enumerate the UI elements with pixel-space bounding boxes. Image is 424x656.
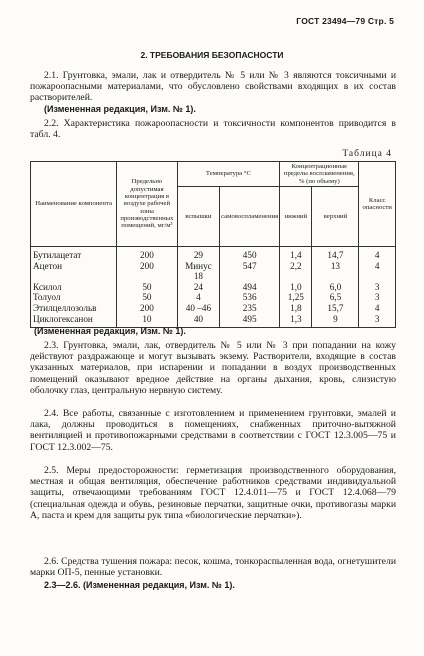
hazard-table [30,161,396,328]
paragraph-2-2: 2.2. Характеристика пожароопасности и токсичности компонентов приводится в табл. 4. [30,118,396,141]
cell-hazard: 4 [359,261,396,282]
cell-upper: 14,7 [312,247,359,261]
cell-lower: 2,2 [280,261,312,282]
cell-name: Этилцеллозольв [31,303,117,314]
section-title: 2. ТРЕБОВАНИЯ БЕЗОПАСНОСТИ [140,50,284,60]
col-header-upper: верхний [312,186,359,246]
cell-lower: 1,25 [280,292,312,303]
cell-upper: 6,0 [312,282,359,293]
page-header: ГОСТ 23494—79 Стр. 5 [296,16,394,26]
col-header-flash: вспышки [177,186,219,246]
col-header-autoign: самовоспламенения [220,186,280,246]
cell-name: Циклогексанон [31,314,117,328]
col-header-mac: Предельно допустимая концентрация в воздухе рабочей зоны производственных помещений, мг/м³ [117,162,178,247]
cell-lower: 1,4 [280,247,312,261]
table-row [31,282,396,293]
cell-upper: 6,5 [312,292,359,303]
cell-hazard: 3 [359,282,396,293]
paragraph-2-3: 2.3. Грунтовка, эмали, лак, отвердитель № 5 или № 3 при попадании на кожу действуют раздражающе и могут вызывать экзему. Растворители, входящие в состав указанных материалов, при испарении и попадании в воздух производственных помещений оказывают вредное действие на органы дыхания, кровь, слизистую оболочку глаз, центральную нервную систему. [30,340,396,396]
cell-autoign: 450 [220,247,280,261]
cell-autoign: 536 [220,292,280,303]
cell-name: Ацетон [31,261,117,282]
cell-flash: 40 –46 [177,303,219,314]
table-caption: Таблица 4 [342,149,392,159]
cell-mac: 10 [117,314,178,328]
cell-hazard: 3 [359,292,396,303]
cell-mac: 200 [117,247,178,261]
cell-lower: 1,0 [280,282,312,293]
edit-note-2: (Измененная редакция, Изм. № 1). [34,326,186,336]
cell-lower: 1,3 [280,314,312,328]
cell-mac: 200 [117,303,178,314]
cell-flash: Минус 18 [177,261,219,282]
cell-mac: 50 [117,282,178,293]
table-row [31,247,396,261]
cell-upper: 15,7 [312,303,359,314]
edit-note-1: (Измененная редакция, Изм. № 1). [44,104,196,114]
cell-autoign: 495 [220,314,280,328]
col-header-conc: Концентрационные пределы воспламенения, % (по объему) [280,162,359,187]
cell-autoign: 494 [220,282,280,293]
table-row [31,303,396,314]
cell-flash: 24 [177,282,219,293]
col-header-hazard: Класс опасности [359,162,396,247]
cell-name: Бутилацетат [31,247,117,261]
cell-name: Толуол [31,292,117,303]
cell-lower: 1,8 [280,303,312,314]
edit-note-3: 2.3—2.6. (Измененная редакция, Изм. № 1). [44,580,235,590]
cell-autoign: 235 [220,303,280,314]
cell-name: Ксилол [31,282,117,293]
paragraph-2-4: 2.4. Все работы, связанные с изготовлением и применением грунтовки, эмалей и лака, должны проводиться в помещениях, снабженных приточно-вытяжной вентиляцией и противопожарными средствами в соответствии с ГОСТ 12.3.005—75 и ГОСТ 12.3.002—75. [30,408,396,453]
cell-flash: 29 [177,247,219,261]
cell-flash: 40 [177,314,219,328]
cell-upper: 13 [312,261,359,282]
cell-upper: 9 [312,314,359,328]
paragraph-2-5: 2.5. Меры предосторожности: герметизация производственного оборудования, местная и общая вентиляция, обеспечение работников средствами индивидуальной защиты, отвечающими требованиям ГОСТ 12.4.011—75 и ГОСТ 12.4.068—79 (специальная одежда и обувь, резиновые перчатки, защитные очки, противогазы марки А, паста и крем для защиты рук типа «биологические перчатки»). [30,465,396,521]
cell-autoign: 547 [220,261,280,282]
cell-hazard: 3 [359,314,396,328]
cell-mac: 50 [117,292,178,303]
cell-hazard: 4 [359,303,396,314]
col-header-name: Наименование компонента [31,162,117,247]
table-row [31,292,396,303]
paragraph-2-6: 2.6. Средства тушения пожара: песок, кошма, тонкораспыленная вода, огнетушители марки ОП-5, пенные установки. [30,556,396,579]
col-header-temp: Температура °С [177,162,280,187]
table-row [31,261,396,282]
col-header-lower: нижний [280,186,312,246]
cell-mac: 200 [117,261,178,282]
cell-hazard: 4 [359,247,396,261]
paragraph-2-1: 2.1. Грунтовка, эмали, лак и отвердитель № 5 или № 3 являются токсичными и пожароопасными материалами, что обусловлено свойствами входящих в их состав растворителей. [30,70,396,104]
cell-flash: 4 [177,292,219,303]
